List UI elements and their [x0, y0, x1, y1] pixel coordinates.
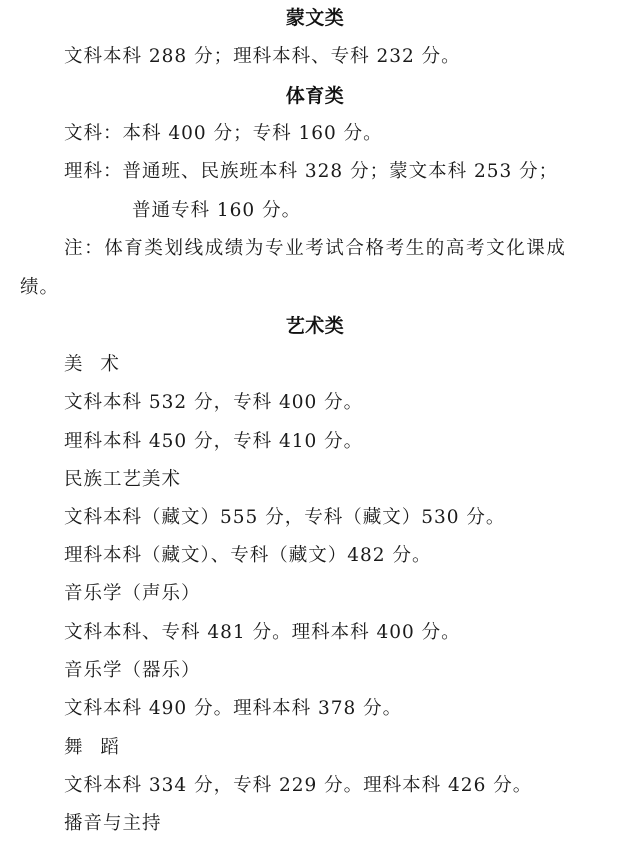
heading-mengwen: 蒙文类 [285, 7, 345, 29]
yinyue-shengyue-line1: 文科本科、专科 481 分。理科本科 400 分。 [64, 622, 461, 643]
minzu-gongyi-title: 民族工艺美术 [64, 469, 182, 490]
meishu-line2: 理科本科 450 分，专科 410 分。 [64, 431, 364, 452]
yinyue-qiyue-title: 音乐学（器乐） [64, 660, 201, 681]
tiyu-note-line2: 绩。 [20, 277, 60, 298]
mengwen-line: 文科本科 288 分；理科本科、专科 232 分。 [64, 46, 461, 67]
wudao-title: 舞 蹈 [64, 737, 125, 758]
meishu-line1: 文科本科 532 分，专科 400 分。 [64, 392, 364, 413]
yinyue-shengyue-title: 音乐学（声乐） [64, 583, 201, 604]
wudao-line1: 文科本科 334 分，专科 229 分。理科本科 426 分。 [64, 775, 533, 796]
tiyu-like-cont-line: 普通专科 160 分。 [132, 200, 302, 221]
tiyu-note-line1: 注：体育类划线成绩为专业考试合格考生的高考文化课成 [64, 238, 567, 259]
boyin-title: 播音与主持 [64, 813, 162, 834]
heading-tiyu: 体育类 [285, 85, 345, 107]
tiyu-wenke-line: 文科：本科 400 分；专科 160 分。 [64, 123, 383, 144]
tiyu-like-line: 理科：普通班、民族班本科 328 分；蒙文本科 253 分； [64, 161, 559, 182]
minzu-gongyi-line1: 文科本科（藏文）555 分，专科（藏文）530 分。 [64, 507, 506, 528]
meishu-title: 美 术 [64, 354, 125, 375]
yinyue-qiyue-line1: 文科本科 490 分。理科本科 378 分。 [64, 698, 403, 719]
heading-yishu: 艺术类 [285, 315, 345, 337]
minzu-gongyi-line2: 理科本科（藏文）、专科（藏文）482 分。 [64, 545, 432, 566]
